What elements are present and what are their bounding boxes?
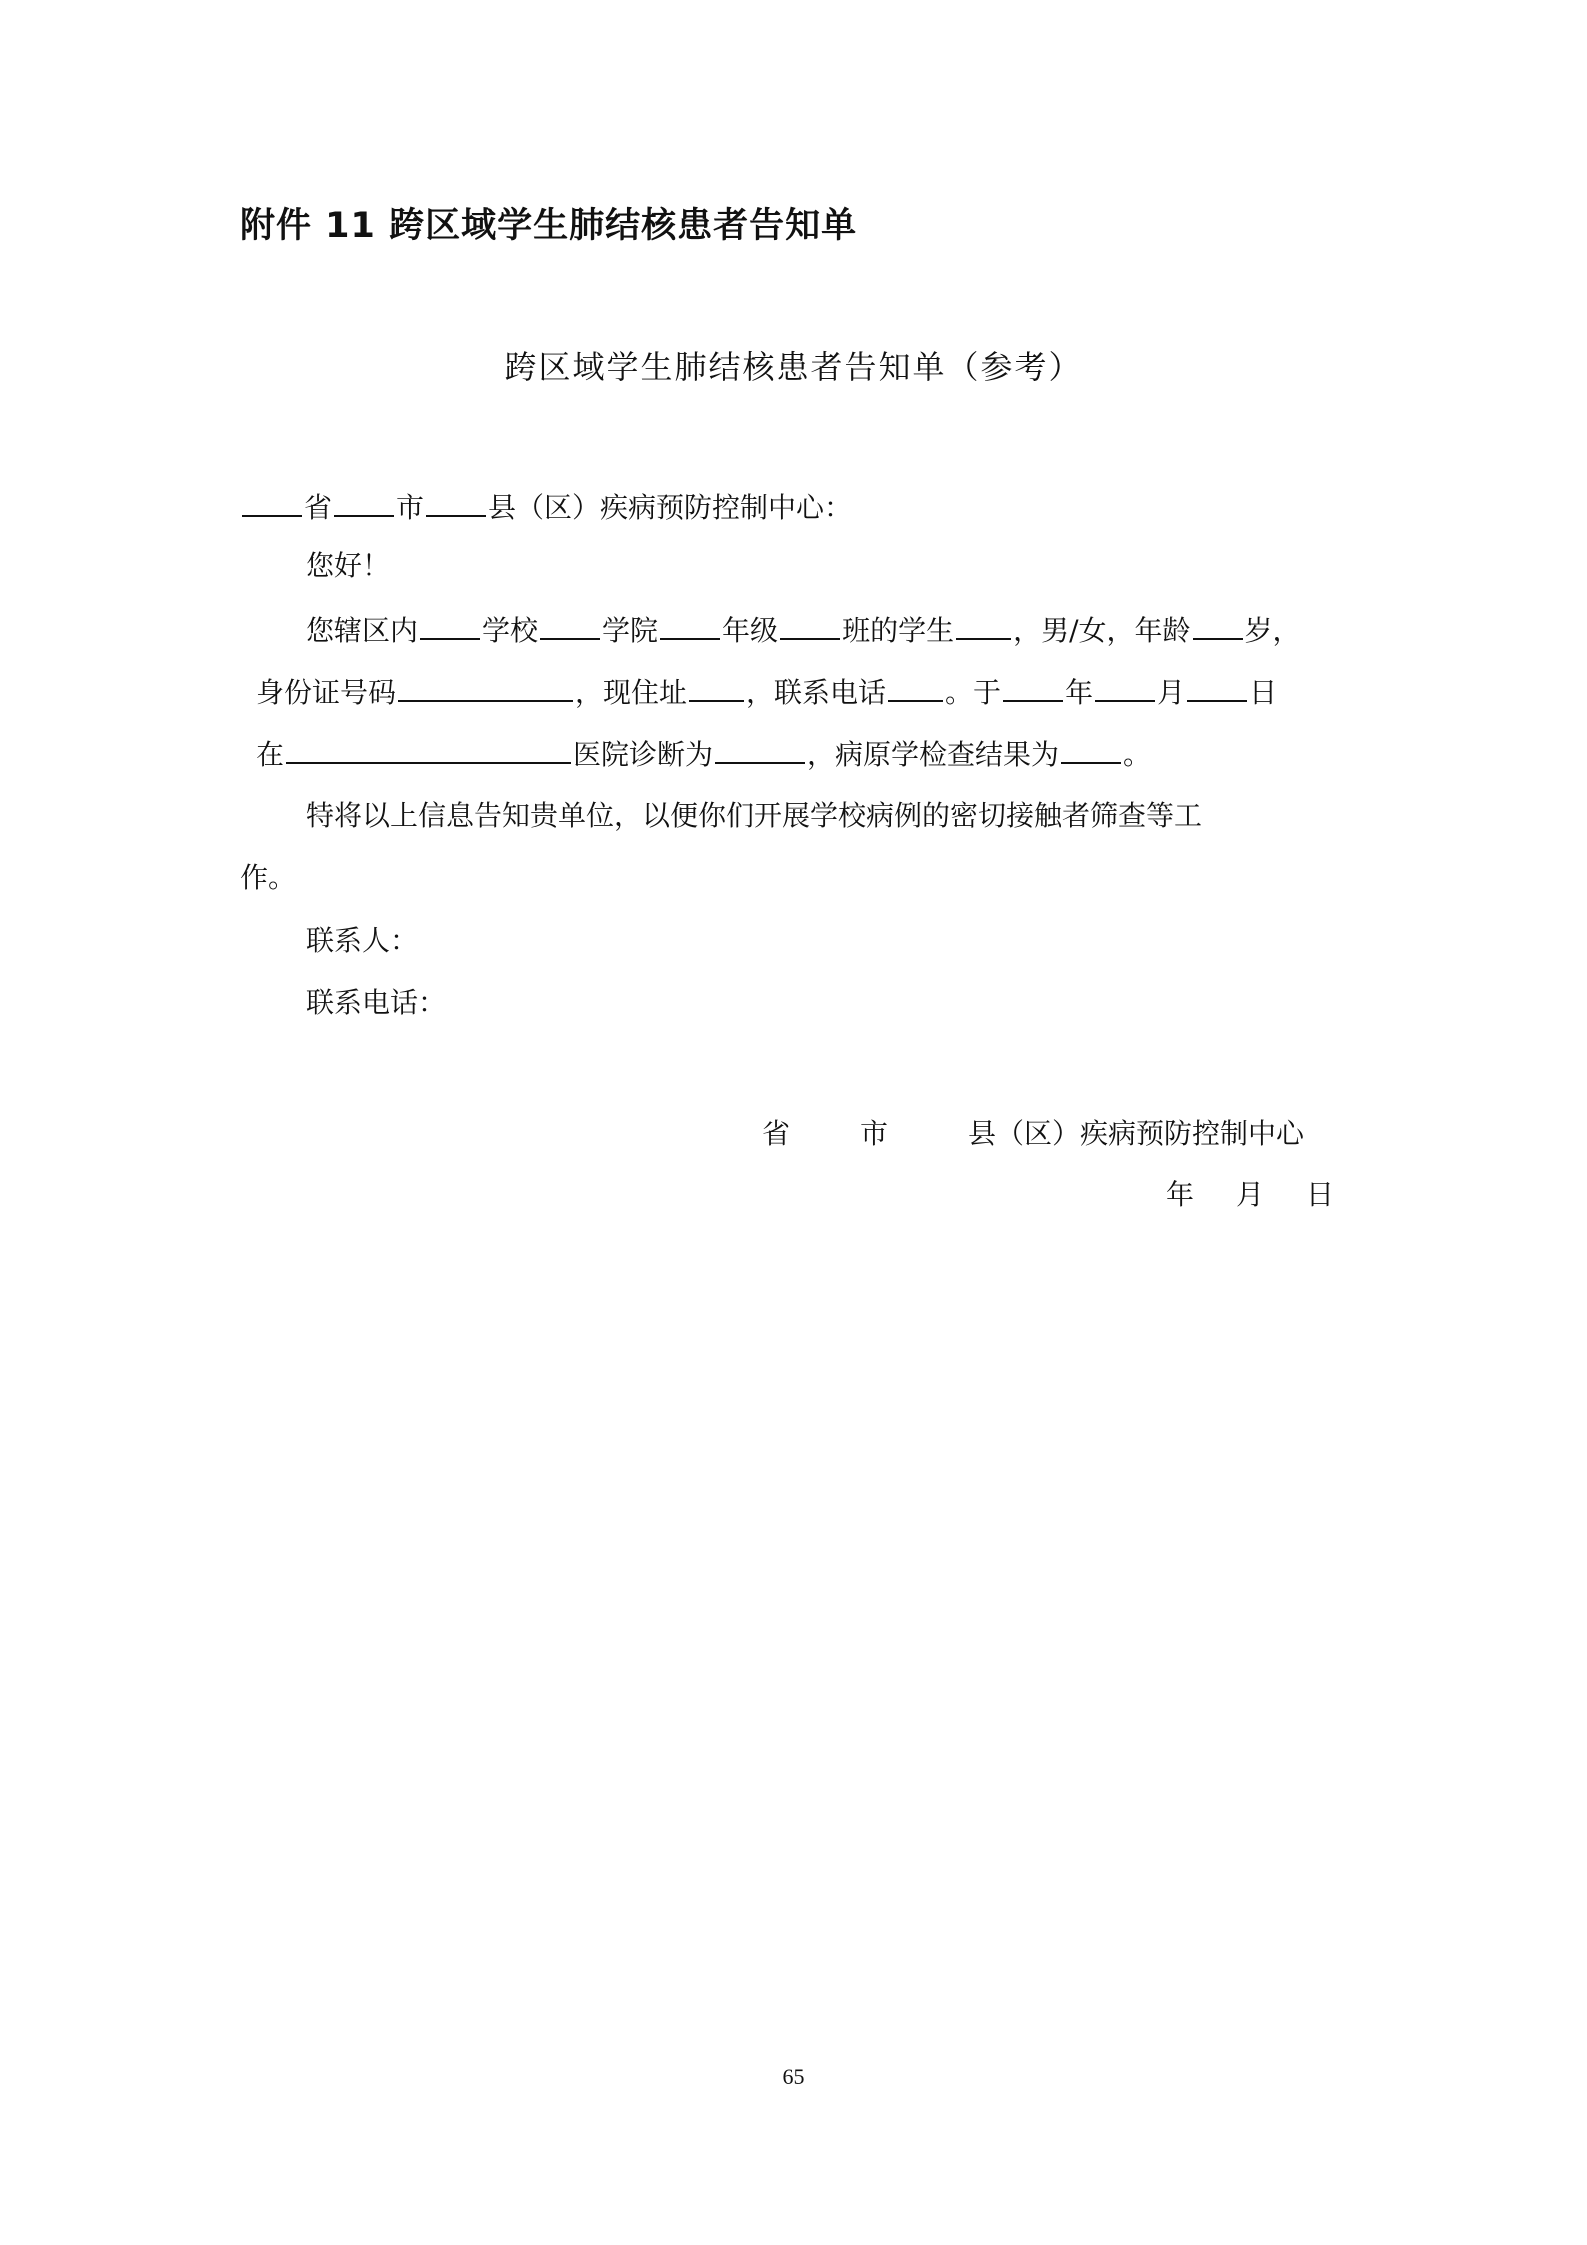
- grade-label: 年级: [722, 614, 779, 647]
- notice-paragraph-line-1: 特将以上信息告知贵单位，以便你们开展学校病例的密切接触者筛查等工: [306, 799, 1203, 832]
- college-label: 学院: [602, 614, 659, 647]
- pathogen-label: ，病原学检查结果为: [807, 738, 1060, 771]
- day-blank[interactable]: [1187, 672, 1247, 702]
- province-label: 省: [304, 491, 333, 524]
- hospital-blank[interactable]: [286, 734, 571, 764]
- signature-year: 年: [1166, 1178, 1195, 1211]
- age-blank[interactable]: [1193, 610, 1243, 640]
- month-label: 月: [1157, 676, 1186, 709]
- school-blank[interactable]: [420, 610, 480, 640]
- contact-phone-label: 联系电话：: [306, 986, 447, 1019]
- month-blank[interactable]: [1095, 672, 1155, 702]
- signature-date: [1166, 1173, 1334, 1213]
- address-label: ，现住址: [575, 676, 688, 709]
- county-blank[interactable]: [426, 487, 486, 517]
- body-prefix: 您辖区内: [306, 614, 419, 647]
- document-title: 跨区域学生肺结核患者告知单（参考）: [504, 348, 1083, 386]
- body-line-3: [256, 734, 1151, 775]
- contact-person-label: 联系人：: [306, 924, 419, 957]
- address-blank[interactable]: [689, 672, 744, 702]
- date-prefix-label: 。于: [945, 676, 1002, 709]
- student-name-blank[interactable]: [956, 610, 1011, 640]
- diagnosis-blank[interactable]: [715, 734, 805, 764]
- signature-county-cdc: 县（区）疾病预防控制中心: [968, 1117, 1305, 1150]
- addressee-line: [240, 487, 852, 528]
- class-student-label: 班的学生: [842, 614, 955, 647]
- age-unit-label: 岁，: [1244, 614, 1301, 647]
- county-cdc-label: 县（区）疾病预防控制中心：: [488, 491, 853, 524]
- gender-age-label: ，男/女，年龄: [1013, 614, 1191, 647]
- line-end: 。: [1123, 738, 1152, 771]
- signature-organization: [762, 1112, 1304, 1152]
- school-label: 学校: [482, 614, 539, 647]
- signature-day: 日: [1306, 1178, 1335, 1211]
- id-number-blank[interactable]: [398, 672, 573, 702]
- phone-blank[interactable]: [888, 672, 943, 702]
- year-blank[interactable]: [1003, 672, 1063, 702]
- diagnosis-label: 医院诊断为: [573, 738, 714, 771]
- city-label: 市: [396, 491, 425, 524]
- page-number: 65: [782, 2064, 805, 2089]
- city-blank[interactable]: [334, 487, 394, 517]
- signature-month: 月: [1236, 1178, 1265, 1211]
- day-label: 日: [1249, 676, 1278, 709]
- notice-paragraph-line-2: 作。: [240, 861, 297, 894]
- phone-label: ，联系电话: [746, 676, 887, 709]
- greeting: 您好！: [306, 549, 391, 582]
- college-blank[interactable]: [540, 610, 600, 640]
- grade-blank[interactable]: [660, 610, 720, 640]
- year-label: 年: [1065, 676, 1094, 709]
- body-line-2: [256, 672, 1277, 713]
- signature-city: 市: [860, 1117, 889, 1150]
- id-label: 身份证号码: [256, 676, 397, 709]
- class-blank[interactable]: [780, 610, 840, 640]
- province-blank[interactable]: [242, 487, 302, 517]
- at-label: 在: [256, 738, 285, 771]
- signature-province: 省: [762, 1117, 791, 1150]
- body-line-1: [306, 610, 1301, 651]
- attachment-heading: 附件 11 跨区域学生肺结核患者告知单: [240, 206, 858, 246]
- pathogen-result-blank[interactable]: [1061, 734, 1121, 764]
